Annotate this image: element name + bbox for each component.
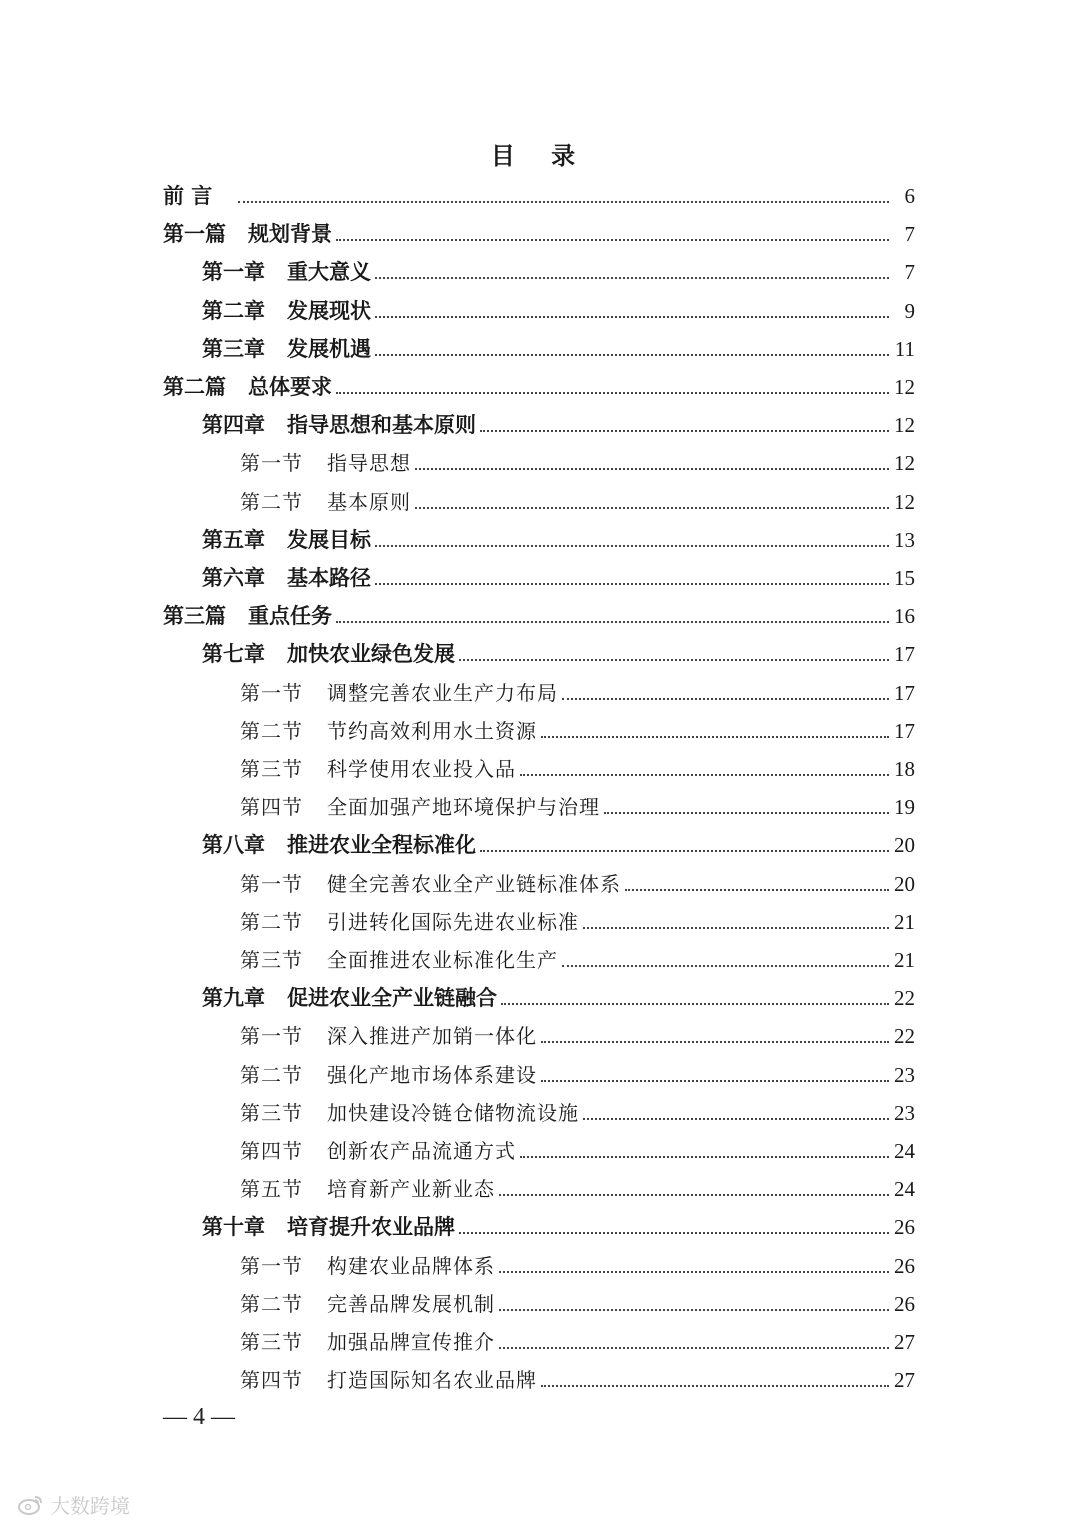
entry-page-number: 12 [894, 489, 915, 514]
toc-section-entry[interactable] [240, 1051, 915, 1089]
toc-section-entry[interactable] [240, 936, 915, 974]
toc-section-entry[interactable] [240, 1280, 915, 1318]
toc-part-entry[interactable] [163, 210, 915, 248]
entry-number: 第七章 [202, 642, 265, 667]
weibo-logo-icon [18, 1494, 44, 1516]
dot-leader [541, 735, 889, 738]
toc-chapter-entry[interactable] [202, 401, 915, 439]
entry-title: 科学使用农业投入品 [327, 757, 516, 781]
dot-leader [541, 1040, 889, 1043]
toc-section-entry[interactable] [240, 669, 915, 707]
dot-leader [336, 391, 889, 394]
entry-number: 第二节 [240, 718, 303, 743]
dot-leader [480, 849, 889, 852]
entry-number: 第三节 [240, 1100, 303, 1125]
toc-section-entry[interactable] [240, 898, 915, 936]
toc-section-entry[interactable] [240, 1242, 915, 1280]
entry-title: 深入推进产加销一体化 [327, 1024, 537, 1049]
entry-page-number: 13 [894, 527, 915, 552]
toc-section-entry[interactable] [240, 860, 915, 898]
entry-page-number: 6 [904, 184, 915, 208]
dot-leader [238, 200, 889, 203]
entry-title: 指导思想 [327, 451, 411, 476]
toc-part-entry[interactable] [163, 172, 915, 210]
entry-title: 基本路径 [287, 566, 371, 590]
toc-section-entry[interactable] [240, 707, 915, 745]
entry-number: 第二节 [240, 489, 303, 514]
entry-page-number: 22 [894, 986, 915, 1011]
toc-chapter-entry[interactable] [202, 821, 915, 859]
dot-leader [459, 1231, 889, 1234]
entry-page-number: 23 [894, 1062, 915, 1087]
toc-chapter-entry[interactable] [202, 325, 915, 363]
dot-leader [415, 467, 889, 470]
toc-chapter-entry[interactable] [202, 248, 915, 286]
dot-leader [375, 544, 889, 547]
entry-number: 第五节 [240, 1177, 303, 1202]
toc-section-entry[interactable] [240, 1318, 915, 1356]
toc-chapter-entry[interactable] [202, 630, 915, 668]
entry-title: 发展现状 [287, 298, 371, 323]
toc-section-entry[interactable] [240, 1012, 915, 1050]
entry-title: 发展目标 [287, 527, 371, 552]
entry-page-number: 21 [894, 909, 915, 934]
entry-page-number: 12 [894, 375, 915, 399]
entry-page-number: 24 [894, 1177, 915, 1202]
toc-section-entry[interactable] [240, 783, 915, 821]
watermark [18, 1490, 130, 1519]
entry-page-number: 24 [894, 1139, 915, 1163]
entry-page-number: 23 [894, 1100, 915, 1125]
entry-page-number: 26 [894, 1253, 915, 1278]
dot-leader [336, 238, 889, 241]
toc-chapter-entry[interactable] [202, 287, 915, 325]
entry-number: 第三节 [240, 757, 303, 781]
entry-title: 强化产地市场体系建设 [327, 1062, 537, 1087]
entry-number: 第三节 [240, 948, 303, 972]
dot-leader [375, 276, 889, 279]
entry-title: 培育提升农业品牌 [287, 1215, 455, 1240]
dot-leader [499, 1308, 889, 1311]
entry-page-number: 11 [894, 336, 915, 361]
entry-number: 第八章 [202, 833, 265, 858]
dot-leader [541, 1079, 889, 1082]
entry-title: 加强品牌宣传推介 [327, 1330, 495, 1354]
entry-title: 全面推进农业标准化生产 [327, 948, 558, 972]
entry-page-number: 20 [894, 871, 915, 896]
entry-page-number: 19 [894, 795, 915, 820]
toc-chapter-entry[interactable] [202, 516, 915, 554]
entry-number: 第一节 [240, 680, 303, 705]
dot-leader [375, 582, 889, 585]
entry-page-number: 27 [894, 1368, 915, 1393]
dot-leader [541, 1384, 889, 1387]
entry-number: 第四节 [240, 1368, 303, 1393]
entry-number: 第十章 [202, 1215, 265, 1240]
entry-number: 第四章 [202, 413, 265, 438]
entry-number: 第二节 [240, 909, 303, 934]
toc-part-entry[interactable] [163, 363, 915, 401]
dot-leader [520, 773, 889, 776]
entry-title: 完善品牌发展机制 [327, 1291, 495, 1316]
entry-page-number: 16 [894, 604, 915, 629]
entry-title: 重点任务 [248, 604, 332, 629]
entry-title: 加快建设冷链仓储物流设施 [327, 1100, 579, 1125]
entry-title: 节约高效利用水土资源 [327, 718, 537, 743]
entry-page-number: 20 [894, 833, 915, 858]
entry-number: 第二节 [240, 1062, 303, 1087]
entry-number: 第三节 [240, 1330, 303, 1354]
entry-page-number: 17 [894, 718, 915, 743]
entry-title: 指导思想和基本原则 [287, 413, 476, 438]
toc-section-entry[interactable] [240, 745, 915, 783]
dot-leader [520, 1155, 889, 1158]
entry-title: 重大意义 [287, 260, 371, 285]
dot-leader [625, 888, 889, 891]
entry-page-number: 15 [894, 566, 915, 590]
entry-page-number: 17 [894, 680, 915, 705]
entry-page-number: 12 [894, 413, 915, 438]
entry-number: 第六章 [202, 566, 265, 590]
entry-title: 引进转化国际先进农业标准 [327, 909, 579, 934]
toc-section-entry[interactable] [240, 1127, 915, 1165]
entry-title: 加快农业绿色发展 [287, 642, 455, 667]
entry-number: 第二章 [202, 298, 265, 323]
dot-leader [480, 429, 889, 432]
dot-leader [562, 964, 889, 967]
entry-title: 构建农业品牌体系 [327, 1253, 495, 1278]
entry-number: 第四节 [240, 795, 303, 820]
page-title: 目 录 [490, 142, 590, 170]
entry-number: 第一篇 [163, 222, 226, 247]
entry-page-number: 26 [894, 1291, 915, 1316]
toc-section-entry[interactable] [240, 439, 915, 477]
toc-section-entry[interactable] [240, 1356, 915, 1394]
entry-title: 推进农业全程标准化 [287, 833, 476, 858]
entry-number: 第二节 [240, 1291, 303, 1316]
entry-number: 第一章 [202, 260, 265, 285]
dot-leader [562, 697, 889, 700]
entry-page-number: 21 [894, 948, 915, 972]
watermark-text: 大数跨境 [50, 1494, 130, 1518]
entry-title: 发展机遇 [287, 336, 371, 361]
entry-title: 总体要求 [248, 375, 332, 399]
entry-page-number: 7 [904, 222, 915, 247]
entry-page-number: 7 [904, 260, 915, 285]
toc-chapter-entry[interactable] [202, 554, 915, 592]
dot-leader [499, 1346, 889, 1349]
dot-leader [583, 926, 889, 929]
entry-page-number: 26 [894, 1215, 915, 1240]
dot-leader [501, 1002, 889, 1005]
entry-number: 第九章 [202, 986, 265, 1011]
dot-leader [336, 620, 889, 623]
dot-leader [459, 658, 889, 661]
dot-leader [604, 811, 889, 814]
entry-page-number: 12 [894, 451, 915, 476]
dot-leader [499, 1193, 889, 1196]
entry-title: 创新农产品流通方式 [327, 1139, 516, 1163]
entry-title: 全面加强产地环境保护与治理 [327, 795, 600, 820]
entry-number: 第一节 [240, 1253, 303, 1278]
entry-title: 打造国际知名农业品牌 [327, 1368, 537, 1393]
entry-page-number: 27 [894, 1330, 915, 1354]
entry-title: 培育新产业新业态 [327, 1177, 495, 1202]
entry-number: 第三章 [202, 336, 265, 361]
dot-leader [583, 1117, 889, 1120]
toc-chapter-entry[interactable] [202, 974, 915, 1012]
entry-title: 调整完善农业生产力布局 [327, 680, 558, 705]
toc-part-entry[interactable] [163, 592, 915, 630]
dot-leader [415, 506, 889, 509]
toc-section-entry[interactable] [240, 1165, 915, 1203]
entry-number: 第二篇 [163, 375, 226, 399]
toc-section-entry[interactable] [240, 1089, 915, 1127]
entry-page-number: 9 [904, 298, 915, 323]
dot-leader [499, 1270, 889, 1273]
entry-title: 健全完善农业全产业链标准体系 [327, 871, 621, 896]
entry-number: 第四节 [240, 1139, 303, 1163]
entry-title: 基本原则 [327, 489, 411, 514]
entry-number: 第一节 [240, 1024, 303, 1049]
entry-title: 促进农业全产业链融合 [287, 986, 497, 1011]
entry-number: 前 言 [163, 184, 213, 208]
entry-number: 第五章 [202, 527, 265, 552]
entry-number: 第三篇 [163, 604, 226, 629]
entry-page-number: 18 [894, 757, 915, 781]
entry-title: 规划背景 [248, 222, 332, 247]
entry-number: 第一节 [240, 871, 303, 896]
toc-section-entry[interactable] [240, 478, 915, 516]
entry-page-number: 17 [894, 642, 915, 667]
entry-page-number: 22 [894, 1024, 915, 1049]
dot-leader [375, 315, 889, 318]
page-number-footer: — 4 — [163, 1404, 235, 1430]
toc-chapter-entry[interactable] [202, 1203, 915, 1241]
dot-leader [375, 353, 889, 356]
entry-number: 第一节 [240, 451, 303, 476]
